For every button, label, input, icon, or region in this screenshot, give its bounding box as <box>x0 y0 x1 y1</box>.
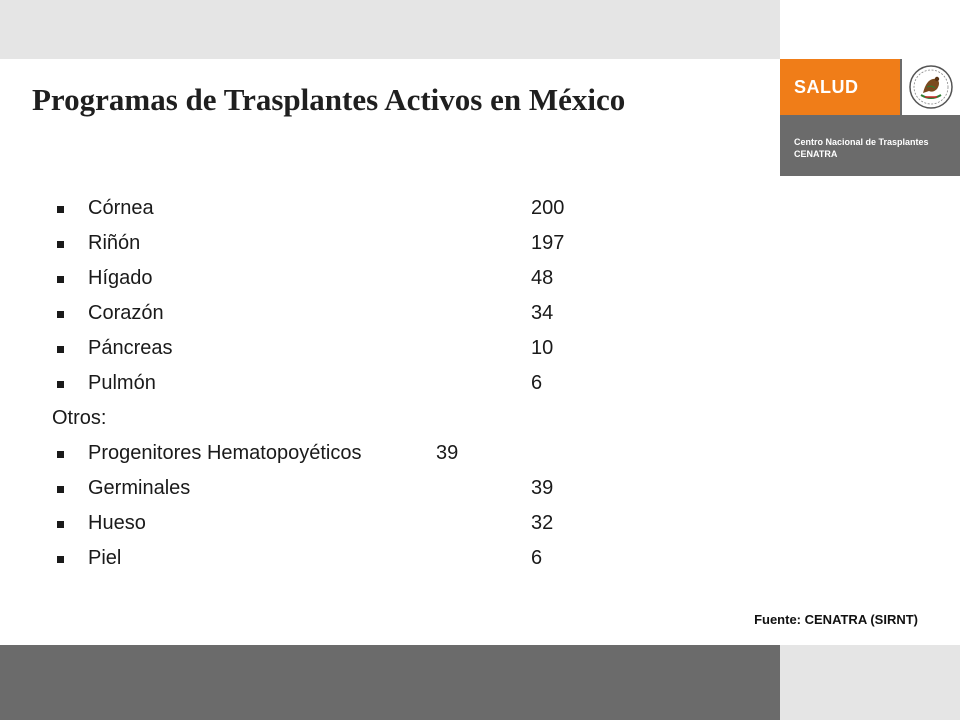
item-value: 39 <box>531 477 554 499</box>
logo-caption <box>794 136 958 160</box>
item-label: Corazón <box>88 302 164 324</box>
item-value: 34 <box>531 302 554 324</box>
item-label: Hígado <box>88 267 153 289</box>
square-bullet-icon <box>57 521 64 528</box>
item-value: 10 <box>531 337 554 359</box>
square-bullet-icon <box>57 206 64 213</box>
square-bullet-icon <box>57 241 64 248</box>
item-label: Páncreas <box>88 337 173 359</box>
item-value: 48 <box>531 267 554 289</box>
salud-brand: SALUD <box>780 59 900 115</box>
top-band <box>0 0 780 59</box>
bottom-band <box>0 645 780 720</box>
square-bullet-icon <box>57 346 64 353</box>
square-bullet-icon <box>57 556 64 563</box>
others-heading: Otros: <box>52 407 107 429</box>
bottom-band-corner <box>780 645 960 720</box>
item-value: 32 <box>531 512 554 534</box>
item-value: 6 <box>531 372 543 394</box>
page-title: Programas de Trasplantes Activos en México <box>32 82 626 117</box>
item-label: Riñón <box>88 232 141 254</box>
square-bullet-icon <box>57 276 64 283</box>
item-label: Córnea <box>88 197 154 219</box>
seal-area <box>902 59 960 115</box>
item-value: 197 <box>531 232 565 254</box>
item-label: Germinales <box>88 477 191 499</box>
item-value: 6 <box>531 547 543 569</box>
top-band-corner <box>780 0 960 59</box>
item-label: Pulmón <box>88 372 156 394</box>
mexico-coat-of-arms-icon <box>907 63 955 111</box>
salud-cenatra-logo <box>780 59 960 176</box>
item-label: Progenitores Hematopoyéticos <box>88 442 362 464</box>
logo-caption-line2: CENATRA <box>794 149 838 159</box>
square-bullet-icon <box>57 486 64 493</box>
logo-caption-line1: Centro Nacional de Trasplantes <box>794 137 929 147</box>
square-bullet-icon <box>57 381 64 388</box>
item-label: Piel <box>88 547 122 569</box>
square-bullet-icon <box>57 311 64 318</box>
item-value: 200 <box>531 197 565 219</box>
item-label: Hueso <box>88 512 146 534</box>
source-note: Fuente: CENATRA (SIRNT) <box>754 612 918 627</box>
item-value: 39 <box>436 442 459 464</box>
square-bullet-icon <box>57 451 64 458</box>
